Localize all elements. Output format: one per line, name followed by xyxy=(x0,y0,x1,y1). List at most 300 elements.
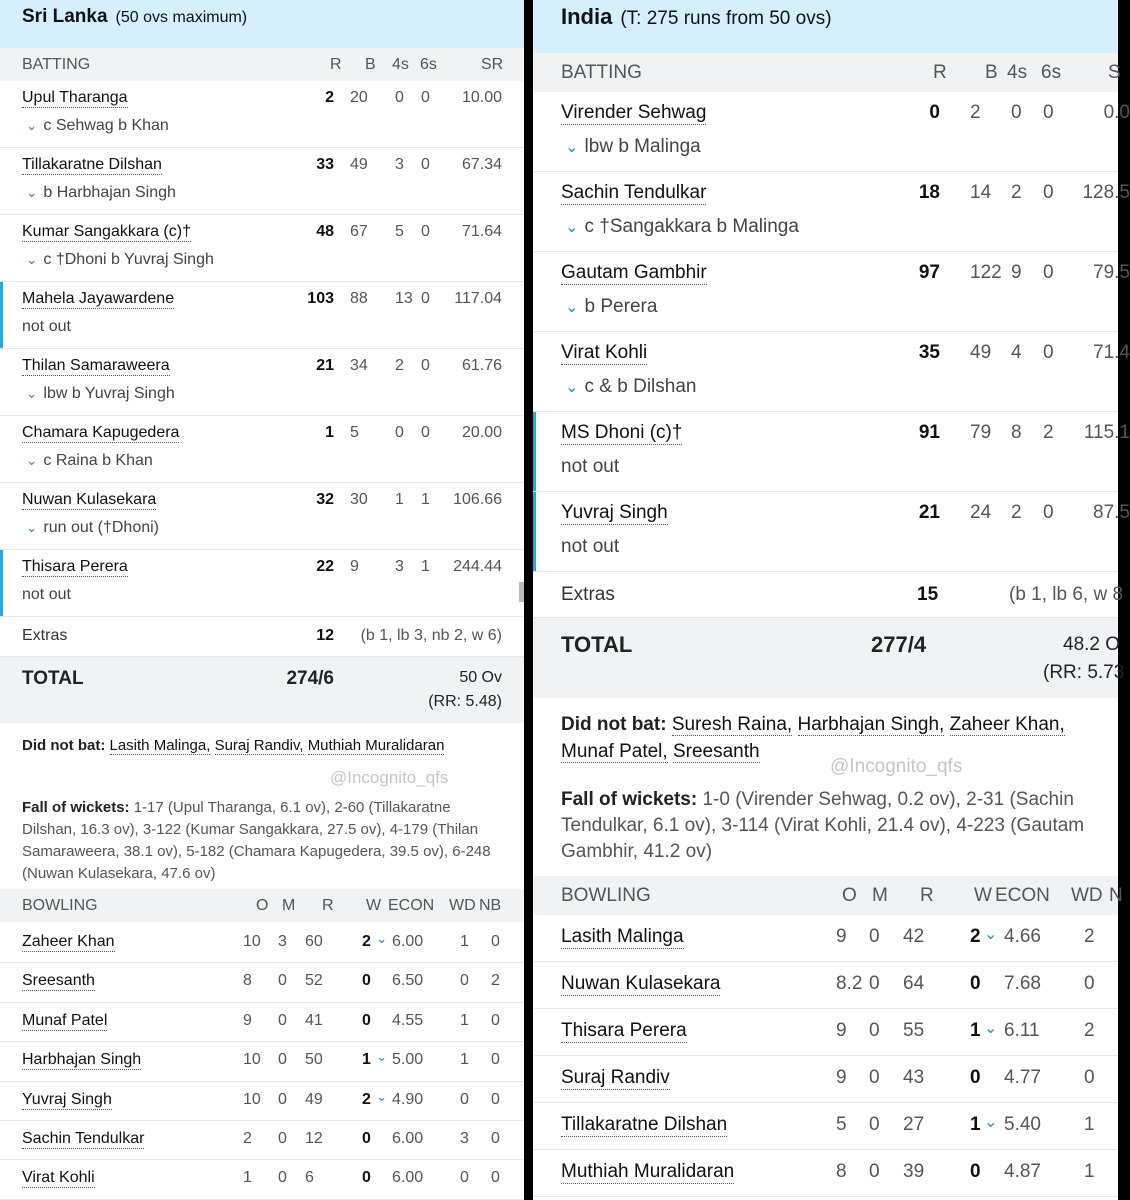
dismissal-toggle[interactable] xyxy=(26,452,153,470)
batsman-name[interactable]: Yuvraj Singh xyxy=(561,502,668,523)
col-sr: S xyxy=(1108,61,1121,83)
dismissal-text: lbw b Yuvraj Singh xyxy=(43,385,175,402)
col-r: R xyxy=(933,61,947,83)
runs-conceded: 43 xyxy=(903,1067,925,1088)
innings-subtitle: (T: 275 runs from 50 ovs) xyxy=(620,8,832,29)
bowling-label: BOWLING xyxy=(561,884,651,906)
batting-rows xyxy=(0,81,524,617)
fow-text: 1-17 (Upul Tharanga, 6.1 ov), 2-60 (Tillakaratne Dilshan, 16.3 ov), 3-122 (Kumar Sangakkara, 27.5 ov), 4-179 (Thilan Samaraweera, 38.1 ov), 5-182 (Chamara Kapugedera, 39.5 ov), 6-248 (Nuwan Kulasekara, 47.6 ov) xyxy=(22,799,491,882)
runs-conceded: 27 xyxy=(903,1114,925,1135)
watermark: @Incognito_qfs xyxy=(330,768,449,787)
col-o: O xyxy=(842,884,857,906)
runs: 21 xyxy=(316,357,334,374)
bowler-row xyxy=(0,1042,524,1081)
col-m: M xyxy=(872,884,888,906)
dismissal-text: c Sehwag b Khan xyxy=(43,117,169,134)
chevron-down-icon: ⌄ xyxy=(26,118,38,133)
bowler-name[interactable]: Munaf Patel xyxy=(22,1011,108,1029)
balls: 49 xyxy=(970,342,992,363)
dismissal-toggle[interactable] xyxy=(565,296,657,318)
wides: 2 xyxy=(1084,926,1095,947)
fours: 2 xyxy=(1011,502,1022,523)
runs: 97 xyxy=(918,262,940,283)
chevron-down-icon[interactable]: ⌄ xyxy=(376,1049,388,1065)
batsman-name[interactable]: Tillakaratne Dilshan xyxy=(22,156,162,173)
did-not-bat-label: Did not bat: xyxy=(561,714,667,735)
did-not-bat-player[interactable]: Muthiah Muralidaran xyxy=(307,737,445,754)
strike-rate: 244.44 xyxy=(453,558,502,575)
dismissal-toggle[interactable] xyxy=(565,376,696,398)
did-not-bat-player[interactable]: Lasith Malinga, xyxy=(109,737,211,754)
scrollbar[interactable] xyxy=(519,582,524,602)
bowler-row xyxy=(0,963,524,1002)
runs: 33 xyxy=(316,156,334,173)
wickets: 2 xyxy=(362,1090,371,1108)
overs: 5 xyxy=(836,1114,847,1135)
overs: 1 xyxy=(243,1169,252,1187)
dismissal-text: run out (†Dhoni) xyxy=(43,519,160,536)
wickets: 2 xyxy=(970,926,981,947)
maidens: 0 xyxy=(278,1011,287,1029)
economy: 4.66 xyxy=(1004,926,1041,947)
strike-rate: 106.66 xyxy=(453,491,502,508)
col-6s: 6s xyxy=(420,55,437,73)
runs-conceded: 41 xyxy=(305,1011,323,1029)
batsman-name[interactable]: Gautam Gambhir xyxy=(561,262,707,283)
extras-label: Extras xyxy=(561,584,615,605)
runs: 2 xyxy=(325,89,334,106)
sixes: 0 xyxy=(421,290,430,307)
dismissal-text: c †Sangakkara b Malinga xyxy=(584,216,799,237)
wickets: 0 xyxy=(362,1129,371,1147)
col-4s: 4s xyxy=(1007,61,1028,83)
wides: 1 xyxy=(1084,1114,1095,1135)
overs: 9 xyxy=(243,1011,252,1029)
strike-rate: 79.5 xyxy=(1093,262,1130,283)
bowler-name[interactable]: Harbhajan Singh xyxy=(22,1051,142,1069)
batsman-row xyxy=(533,172,1130,252)
batsman-name[interactable]: Mahela Jayawardene xyxy=(22,290,175,307)
no-balls: 0 xyxy=(491,1169,500,1187)
col-b: B xyxy=(985,61,998,83)
chevron-down-icon[interactable]: ⌄ xyxy=(984,1113,998,1131)
batsman-name[interactable]: MS Dhoni (c)† xyxy=(561,422,683,443)
bowling-header xyxy=(0,889,524,922)
dismissal-text: c & b Dilshan xyxy=(584,376,697,397)
dismissal-text: not out xyxy=(22,318,71,335)
wickets: 0 xyxy=(362,1169,371,1187)
dismissal-text: not out xyxy=(561,536,620,557)
batting-label: BATTING xyxy=(561,61,642,83)
col-nb: N xyxy=(1109,884,1123,906)
sixes: 0 xyxy=(421,89,430,106)
extras-row xyxy=(0,617,524,657)
bowler-row xyxy=(0,924,524,963)
chevron-down-icon[interactable]: ⌄ xyxy=(376,1088,388,1104)
batsman-row xyxy=(0,416,524,483)
dismissal-toggle[interactable] xyxy=(565,136,701,158)
batsman-name[interactable]: Thilan Samaraweera xyxy=(22,357,170,374)
runs: 22 xyxy=(316,558,334,575)
col-4s: 4s xyxy=(392,55,409,73)
sixes: 0 xyxy=(421,424,430,441)
bowler-name[interactable]: Nuwan Kulasekara xyxy=(561,973,721,994)
sixes: 0 xyxy=(421,357,430,374)
fours: 5 xyxy=(395,223,404,240)
maidens: 0 xyxy=(869,1067,880,1088)
batsman-name[interactable]: Thisara Perera xyxy=(22,558,128,575)
col-m: M xyxy=(282,896,296,914)
balls: 122 xyxy=(970,262,1002,283)
maidens: 0 xyxy=(278,1090,287,1108)
dismissal-text: not out xyxy=(561,456,620,477)
did-not-bat-player[interactable]: Suraj Randiv, xyxy=(214,737,304,754)
maidens: 0 xyxy=(278,1051,287,1069)
strike-rate: 128.5 xyxy=(1082,182,1130,203)
wides: 1 xyxy=(460,1011,469,1029)
batting-rows xyxy=(533,92,1130,572)
sixes: 0 xyxy=(1043,102,1054,123)
economy: 5.40 xyxy=(1004,1114,1041,1135)
fours: 0 xyxy=(395,89,404,106)
economy: 4.55 xyxy=(392,1011,424,1029)
col-r: R xyxy=(920,884,934,906)
col-6s: 6s xyxy=(1041,61,1062,83)
did-not-bat-player[interactable]: Harbhajan Singh, xyxy=(797,714,945,735)
sixes: 0 xyxy=(421,156,430,173)
fow-label: Fall of wickets: xyxy=(22,799,130,816)
sixes: 0 xyxy=(1043,342,1054,363)
maidens: 0 xyxy=(869,973,880,994)
wides: 3 xyxy=(460,1129,469,1147)
total-overs: 48.2 O xyxy=(1063,634,1121,655)
fow-text: 1-0 (Virender Sehwag, 0.2 ov), 2-31 (Sachin Tendulkar, 6.1 ov), 3-114 (Virat Kohli, 21.4 ov), 4-223 (Gautam Gambhir, 41.2 ov) xyxy=(561,789,1085,862)
batsman-row xyxy=(533,492,1130,572)
batsman-row xyxy=(533,92,1130,172)
batsman-name[interactable]: Chamara Kapugedera xyxy=(22,424,180,441)
overs: 8 xyxy=(836,1161,847,1182)
chevron-down-icon: ⌄ xyxy=(565,298,579,316)
runs-conceded: 64 xyxy=(903,973,925,994)
fours: 0 xyxy=(1011,102,1022,123)
runs-conceded: 12 xyxy=(305,1129,323,1147)
economy: 4.77 xyxy=(1004,1067,1041,1088)
runs: 48 xyxy=(316,223,334,240)
bowler-name[interactable]: Muthiah Muralidaran xyxy=(561,1161,735,1182)
strike-rate: 87.5 xyxy=(1093,502,1130,523)
col-o: O xyxy=(256,896,269,914)
panel-divider xyxy=(524,0,533,1200)
wickets: 0 xyxy=(362,972,371,990)
wickets: 1 xyxy=(362,1051,371,1069)
maidens: 0 xyxy=(869,1161,880,1182)
dismissal-text: lbw b Malinga xyxy=(584,136,701,157)
runs-conceded: 39 xyxy=(903,1161,925,1182)
runs-conceded: 60 xyxy=(305,933,323,950)
strike-rate: 115.1 xyxy=(1083,422,1130,443)
wides: 1 xyxy=(460,933,469,950)
sixes: 2 xyxy=(1043,422,1054,443)
col-w: W xyxy=(974,884,992,906)
total-value: 277/4 xyxy=(871,632,927,657)
overs: 8 xyxy=(243,972,252,990)
wickets: 2 xyxy=(362,933,371,950)
batsman-name[interactable]: Virender Sehwag xyxy=(561,102,707,123)
fours: 0 xyxy=(395,424,404,441)
bowler-name[interactable]: Yuvraj Singh xyxy=(22,1090,112,1108)
col-wd: WD xyxy=(1071,884,1103,906)
balls: 67 xyxy=(350,223,368,240)
sixes: 1 xyxy=(421,491,430,508)
total-row xyxy=(0,657,524,723)
maidens: 0 xyxy=(278,1169,287,1187)
no-balls: 0 xyxy=(491,1051,500,1069)
strike-rate: 67.34 xyxy=(461,156,502,173)
no-balls: 0 xyxy=(491,933,500,950)
batsman-row xyxy=(533,252,1130,332)
wickets: 1 xyxy=(970,1020,981,1041)
fours: 2 xyxy=(1011,182,1022,203)
dismissal-toggle[interactable] xyxy=(26,117,169,135)
total-overs: 50 Ov xyxy=(459,669,502,686)
did-not-bat-player[interactable]: Suresh Raina, xyxy=(671,714,793,735)
bowler-name[interactable]: Sreesanth xyxy=(22,972,95,990)
col-nb: NB xyxy=(479,896,502,914)
dismissal-toggle[interactable] xyxy=(26,251,214,269)
wides: 0 xyxy=(460,972,469,990)
strike-rate: 71.64 xyxy=(461,223,502,240)
balls: 5 xyxy=(350,424,359,441)
fours: 8 xyxy=(1011,422,1022,443)
runs: 0 xyxy=(929,102,940,123)
bowler-row xyxy=(0,1160,524,1199)
dismissal-toggle[interactable] xyxy=(26,385,175,403)
chevron-down-icon: ⌄ xyxy=(565,378,579,396)
did-not-bat-player[interactable]: Munaf Patel, xyxy=(561,741,668,762)
wides: 2 xyxy=(1084,1020,1095,1041)
did-not-bat-label: Did not bat: xyxy=(22,737,106,754)
wides: 0 xyxy=(460,1169,469,1187)
strike-rate: 20.00 xyxy=(461,424,502,441)
col-econ: ECON xyxy=(995,884,1050,906)
wides: 0 xyxy=(1084,1067,1095,1088)
bowling-label: BOWLING xyxy=(22,896,98,914)
chevron-down-icon: ⌄ xyxy=(26,185,38,200)
runs: 21 xyxy=(918,502,940,523)
balls: 49 xyxy=(350,156,368,173)
bowler-name[interactable]: Zaheer Khan xyxy=(22,933,115,950)
runs-conceded: 55 xyxy=(903,1020,925,1041)
dismissal-toggle[interactable] xyxy=(565,216,799,238)
dismissal-toggle[interactable] xyxy=(26,184,176,202)
maidens: 0 xyxy=(278,972,287,990)
batting-header xyxy=(0,48,524,81)
sixes: 0 xyxy=(421,223,430,240)
bowler-row xyxy=(533,915,1118,962)
bowler-row xyxy=(533,1150,1118,1197)
strike-rate: 71.4 xyxy=(1093,342,1130,363)
col-sr: SR xyxy=(481,55,504,73)
overs: 10 xyxy=(243,1090,261,1108)
chevron-down-icon: ⌄ xyxy=(26,386,38,401)
overs: 2 xyxy=(243,1129,252,1147)
wides: 1 xyxy=(460,1051,469,1069)
bowler-name[interactable]: Tillakaratne Dilshan xyxy=(561,1114,728,1135)
batsman-name[interactable]: Upul Tharanga xyxy=(22,89,128,106)
runs: 1 xyxy=(325,424,334,441)
balls: 14 xyxy=(970,182,992,203)
runs: 32 xyxy=(316,491,334,508)
economy: 6.50 xyxy=(392,972,424,990)
chevron-down-icon[interactable]: ⌄ xyxy=(376,931,388,946)
batsman-row xyxy=(0,148,524,215)
wickets: 0 xyxy=(970,1161,981,1182)
did-not-bat-player[interactable]: Sreesanth xyxy=(672,741,760,762)
runs: 103 xyxy=(307,290,334,307)
bowler-row xyxy=(533,1009,1118,1056)
overs: 9 xyxy=(836,926,847,947)
economy: 6.11 xyxy=(1004,1020,1040,1041)
bowling-rows xyxy=(533,915,1118,1197)
chevron-down-icon[interactable]: ⌄ xyxy=(984,925,998,943)
team-name: Sri Lanka xyxy=(22,6,108,27)
chevron-down-icon: ⌄ xyxy=(26,252,38,267)
fours: 13 xyxy=(395,290,413,307)
overs: 9 xyxy=(836,1067,847,1088)
economy: 4.90 xyxy=(392,1090,424,1108)
no-balls: 0 xyxy=(491,1011,500,1029)
col-b: B xyxy=(365,55,376,73)
innings-header xyxy=(0,0,524,48)
fours: 1 xyxy=(395,491,404,508)
no-balls: 0 xyxy=(491,1129,500,1147)
fall-of-wickets xyxy=(561,787,1121,865)
balls: 20 xyxy=(350,89,368,106)
col-r: R xyxy=(322,896,334,914)
total-value: 274/6 xyxy=(286,668,334,689)
fow-label: Fall of wickets: xyxy=(561,789,698,810)
fours: 2 xyxy=(395,357,404,374)
maidens: 0 xyxy=(869,926,880,947)
innings-header xyxy=(533,0,1118,53)
batsman-name[interactable]: Nuwan Kulasekara xyxy=(22,491,157,508)
batting-header xyxy=(533,53,1121,92)
sixes: 0 xyxy=(1043,502,1054,523)
economy: 6.00 xyxy=(392,1169,424,1187)
economy: 6.00 xyxy=(392,933,424,950)
maidens: 0 xyxy=(869,1114,880,1135)
watermark: @Incognito_qfs xyxy=(830,756,963,777)
chevron-down-icon: ⌄ xyxy=(565,138,579,156)
sixes: 0 xyxy=(1043,262,1054,283)
dismissal-text: b Perera xyxy=(584,296,658,317)
bowler-row xyxy=(533,962,1118,1009)
wides: 0 xyxy=(460,1090,469,1108)
dismissal-text: not out xyxy=(22,586,71,603)
batsman-row xyxy=(533,332,1130,412)
wickets: 1 xyxy=(970,1114,981,1135)
runs-conceded: 52 xyxy=(305,972,323,990)
team-name: India xyxy=(561,4,613,29)
economy: 7.68 xyxy=(1004,973,1041,994)
strike-rate: 61.76 xyxy=(461,357,502,374)
bowler-row xyxy=(0,1082,524,1121)
dismissal-toggle[interactable] xyxy=(26,519,159,537)
runs: 91 xyxy=(918,422,940,443)
extras-label: Extras xyxy=(22,627,68,644)
runs: 18 xyxy=(918,182,940,203)
batsman-row xyxy=(0,550,524,617)
balls: 2 xyxy=(970,102,981,123)
fours: 3 xyxy=(395,156,404,173)
sixes: 0 xyxy=(1043,182,1054,203)
dismissal-text: c Raina b Khan xyxy=(43,452,153,469)
batsman-name[interactable]: Sachin Tendulkar xyxy=(561,182,707,203)
dismissal-text: c †Dhoni b Yuvraj Singh xyxy=(43,251,214,268)
extras-value: 15 xyxy=(917,584,939,605)
batsman-name[interactable]: Kumar Sangakkara (c)† xyxy=(22,223,191,240)
dismissal-text: b Harbhajan Singh xyxy=(43,184,176,201)
bowler-name[interactable]: Suraj Randiv xyxy=(561,1067,670,1088)
batsman-row xyxy=(0,215,524,282)
wides: 1 xyxy=(1084,1161,1095,1182)
maidens: 0 xyxy=(869,1020,880,1041)
sri-lanka-scorecard xyxy=(0,0,524,1200)
total-label: TOTAL xyxy=(561,632,633,657)
batting-label: BATTING xyxy=(22,55,91,73)
bowler-row xyxy=(0,1003,524,1042)
maidens: 0 xyxy=(278,1129,287,1147)
extras-detail: (b 1, lb 6, w 8 xyxy=(1009,584,1124,605)
runs-conceded: 49 xyxy=(305,1090,323,1108)
bowler-row xyxy=(533,1103,1118,1150)
overs: 8.2 xyxy=(836,973,863,994)
fours: 3 xyxy=(395,558,404,575)
chevron-down-icon[interactable]: ⌄ xyxy=(984,1019,998,1037)
no-balls: 0 xyxy=(491,1090,500,1108)
wickets: 0 xyxy=(970,1067,981,1088)
chevron-down-icon: ⌄ xyxy=(26,453,38,468)
fours: 9 xyxy=(1011,262,1022,283)
extras-row xyxy=(533,572,1124,618)
balls: 88 xyxy=(350,290,368,307)
balls: 9 xyxy=(350,558,359,575)
batsman-row xyxy=(0,282,524,349)
no-balls: 2 xyxy=(491,972,500,990)
col-wd: WD xyxy=(449,896,476,914)
bowler-name[interactable]: Sachin Tendulkar xyxy=(22,1129,145,1147)
batsman-name[interactable]: Virat Kohli xyxy=(561,342,648,363)
bowler-name[interactable]: Virat Kohli xyxy=(22,1169,95,1187)
strike-rate: 0.0 xyxy=(1103,102,1130,123)
wickets: 0 xyxy=(970,973,981,994)
bowler-name[interactable]: Thisara Perera xyxy=(561,1020,687,1041)
india-scorecard xyxy=(533,0,1130,1200)
overs: 10 xyxy=(243,933,261,950)
did-not-bat xyxy=(22,735,502,757)
strike-rate: 117.04 xyxy=(454,290,502,307)
extras-value: 12 xyxy=(316,627,334,644)
runs-conceded: 50 xyxy=(305,1051,323,1069)
balls: 34 xyxy=(350,357,368,374)
bowler-row xyxy=(0,1121,524,1160)
wickets: 0 xyxy=(362,1011,371,1029)
runs-conceded: 6 xyxy=(305,1169,314,1187)
fall-of-wickets xyxy=(22,797,507,885)
bowler-name[interactable]: Lasith Malinga xyxy=(561,926,684,947)
batsman-row xyxy=(0,483,524,550)
did-not-bat-player[interactable]: Zaheer Khan, xyxy=(949,714,1065,735)
